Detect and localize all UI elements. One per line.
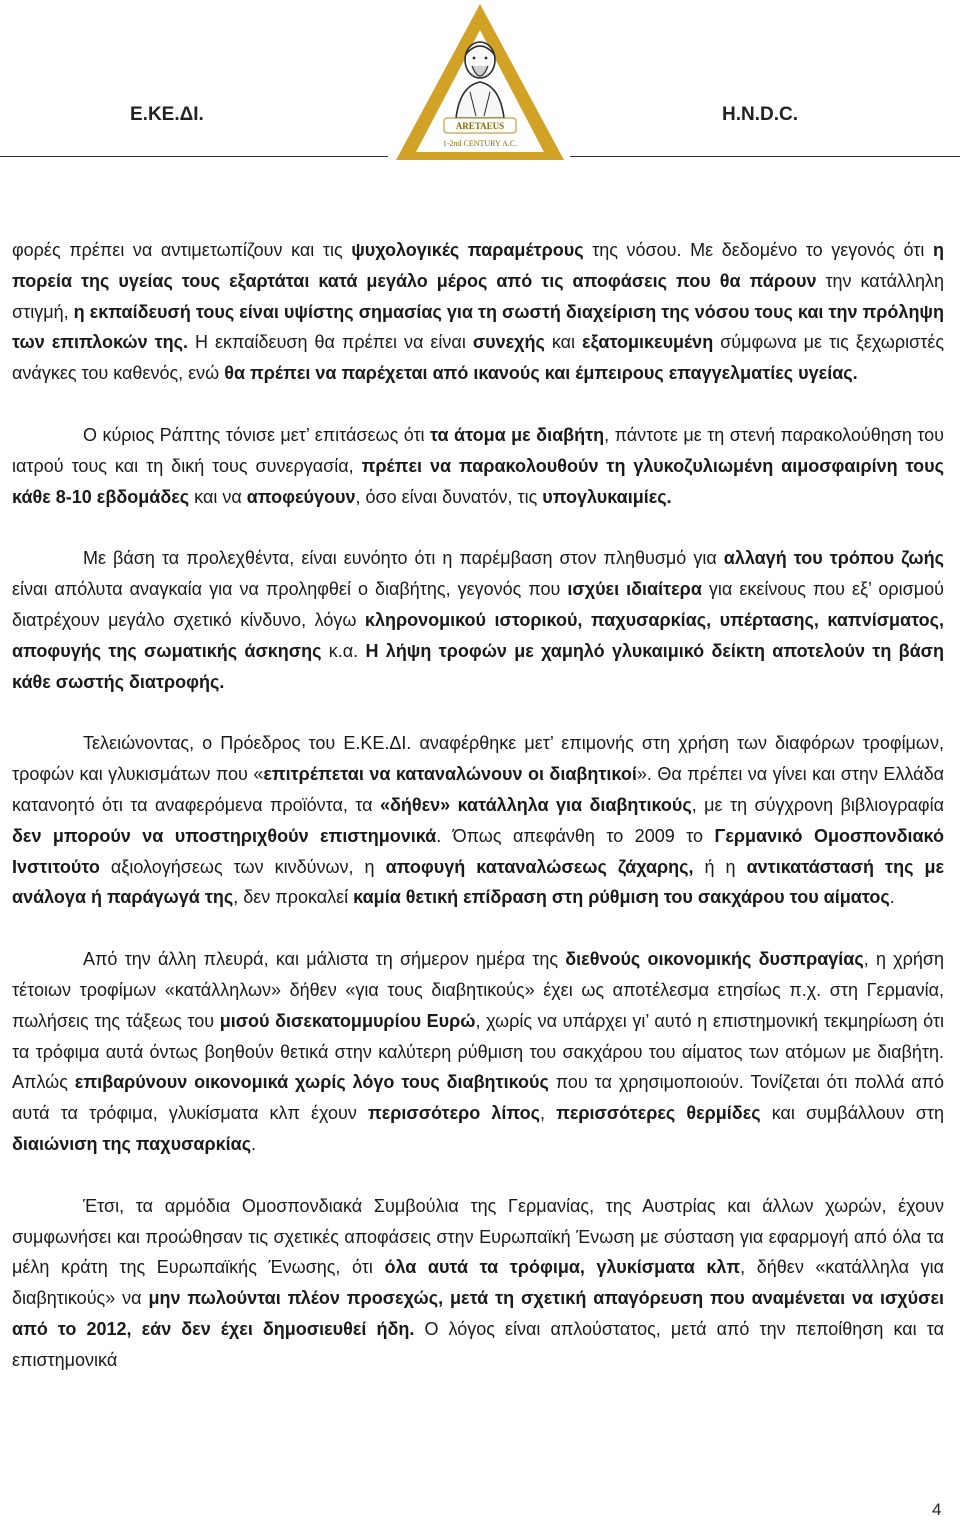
text-run: και να: [189, 486, 247, 507]
text-run: ,: [539, 1103, 557, 1124]
bold-text-run: θα πρέπει να παρέχεται από ικανούς και έμπειρους επαγγελματίες υγείας.: [224, 363, 858, 384]
bold-text-run: αντικατάστασή της με ανάλογα ή παράγωγά της: [12, 856, 945, 908]
text-run: κ.α.: [321, 640, 366, 661]
text-run: ». Θα πρέπει να γίνει και στην Ελλάδα κατανοητό ότι τα αναφερόμενα προϊόντα, τα: [12, 764, 944, 815]
text-run: , η χρήση τέτοιων τροφίμων «κατάλληλων» δήθεν «για τους διαβητικούς» έχει ως αποτέλεσμα ετησίως π.χ. στη Γερμανία, πωλήσεις της τάξεως του: [12, 949, 945, 1031]
bold-text-run: επιβαρύνουν οικονομικά χωρίς λόγο τους διαβητικούς: [74, 1072, 549, 1093]
bold-text-run: «δήθεν» κατάλληλα για διαβητικούς: [379, 794, 692, 815]
bold-text-run: εξατομικευμένη: [582, 332, 714, 353]
text-run: . Όπως απεφάνθη το 2009 το: [436, 825, 715, 846]
paragraph-4: [12, 728, 944, 913]
text-run: , δεν προκαλεί: [233, 887, 354, 908]
bold-text-run: περισσότερες θερμίδες: [556, 1103, 761, 1124]
bold-text-run: ισχύει ιδιαίτερα: [567, 579, 702, 600]
bold-text-run: μισού δισεκατομμυρίου Ευρώ: [219, 1010, 476, 1031]
header-left-title: Ε.ΚΕ.ΔΙ.: [130, 104, 204, 125]
text-run: Τελειώνοντας, ο Πρόεδρος του Ε.ΚΕ.ΔΙ. αναφέρθηκε μετ’ επιμονής στη χρήση των διαφόρων τροφίμων, τροφών και γλυκισμάτων που «: [12, 733, 944, 785]
text-run: Ο λόγος είναι απλούστατος, μετά από την πεποίθηση και τα επιστημονικά: [12, 1318, 944, 1370]
text-run: είναι απόλυτα αναγκαία για να προληφθεί ο διαβήτης, γεγονός που: [12, 579, 568, 600]
paragraph-2: [12, 420, 944, 512]
text-run: , δήθεν «κατάλληλα για διαβητικούς» να: [12, 1257, 945, 1309]
text-run: και: [544, 332, 583, 353]
document-body: [12, 235, 944, 1376]
text-run: για εκείνους που εξ’ ορισμού διατρέχουν μεγάλο σχετικό κίνδυνο, λόγω: [12, 579, 944, 630]
paragraph-6: [12, 1191, 944, 1376]
text-run: Με βάση τα προλεχθέντα, είναι ευνόητο ότι η παρέμβαση στον πληθυσμό για: [83, 548, 724, 569]
header-rule-right: [570, 156, 960, 157]
bold-text-run: η πορεία της υγείας τους εξαρτάται κατά μεγάλο μέρος από τις αποφάσεις που θα πάρουν: [12, 240, 945, 291]
text-run: της νόσου. Με δεδομένο το γεγονός ότι: [583, 240, 934, 260]
bold-text-run: περισσότερο λίπος: [367, 1103, 540, 1124]
bold-text-run: διαιώνιση της παχυσαρκίας: [12, 1133, 252, 1154]
aretaeus-logo: [386, 0, 574, 164]
paragraph-1: [12, 235, 944, 389]
page-number: 4: [932, 1500, 942, 1519]
bold-text-run: συνεχής: [472, 332, 545, 353]
text-run: φορές πρέπει να αντιμετωπίζουν και τις: [12, 240, 352, 260]
bold-text-run: αποφυγή καταναλώσεως ζάχαρης,: [385, 856, 694, 877]
logo-century-text: 1-2nd CENTURY A.C.: [442, 139, 518, 148]
paragraph-3: [12, 543, 944, 697]
bold-text-run: κληρονομικού ιστορικού, παχυσαρκίας, υπέρτασης, καπνίσματος, αποφυγής της σωματικής άσκησης: [12, 609, 944, 661]
bold-text-run: διεθνούς οικονομικής δυσπραγίας: [565, 949, 864, 970]
bold-text-run: πρέπει να παρακολουθούν τη γλυκοζυλιωμένη αιμοσφαιρίνη τους κάθε 8-10 εβδομάδες: [12, 455, 944, 507]
text-run: , με τη σύγχρονη βιβλιογραφία: [691, 794, 944, 815]
bold-text-run: τα άτομα με διαβήτη: [430, 424, 605, 445]
text-run: και συμβάλλουν στη: [760, 1103, 944, 1124]
text-run: Ο κύριος Ράπτης τόνισε μετ’ επιτάσεως ότι: [83, 424, 431, 445]
bold-text-run: αποφεύγουν: [246, 486, 356, 507]
text-run: σύμφωνα με τις ξεχωριστές ανάγκες του καθενός, ενώ: [12, 332, 945, 384]
bold-text-run: δεν μπορούν να υποστηριχθούν επιστημονικά: [12, 825, 437, 846]
bold-text-run: καμία θετική επίδραση στη ρύθμιση του σακχάρου του αίματος: [353, 887, 890, 908]
bold-text-run: αλλαγή του τρόπου ζωής: [723, 548, 944, 569]
text-run: .: [889, 887, 895, 908]
paragraph-5: [12, 944, 944, 1160]
text-run: ή η: [693, 856, 747, 877]
bold-text-run: Γερμανικό Ομοσπονδιακό Ινστιτούτο: [12, 825, 944, 877]
bold-text-run: η εκπαίδευσή τους είναι υψίστης σημασίας για τη σωστή διαχείριση της νόσου τους και την πρόληψη των επιπλοκών της.: [12, 301, 944, 353]
bold-text-run: ψυχολογικές παραμέτρους: [351, 240, 584, 260]
text-run: Από την άλλη πλευρά, και μάλιστα τη σήμερον ημέρα της: [83, 949, 566, 970]
text-run: .: [251, 1133, 257, 1154]
logo-name-text: ARETAEUS: [455, 121, 505, 131]
bold-text-run: όλα αυτά τα τρόφιμα, γλυκίσματα κλπ: [384, 1257, 741, 1278]
text-run: Έτσι, τα αρμόδια Ομοσπονδιακά Συμβούλια της Γερμανίας, της Αυστρίας και άλλων χωρών, έχουν συμφωνήσει και προώθησαν τις σχετικές αποφάσεις στην Ευρωπαϊκή Ένωση με σύσταση για εφαρμογή από όλα τα μέλη κράτη της Ευρωπαϊκής Ένωσης, ότι: [12, 1195, 944, 1278]
text-run: αξιολογήσεως των κινδύνων, η: [99, 856, 386, 877]
text-run: που τα χρησιμοποιούν. Τονίζεται ότι πολλά από αυτά τα τρόφιμα, γλυκίσματα κλπ έχουν: [12, 1072, 945, 1124]
text-run: , πάντοτε με τη στενή παρακολούθηση του ιατρού τους και τη δική τους συνεργασία,: [12, 424, 944, 476]
bold-text-run: επιτρέπεται να καταναλώνουν οι διαβητικοί: [263, 764, 637, 785]
text-run: Η εκπαίδευση θα πρέπει να είναι: [187, 332, 473, 353]
text-run: , όσο είναι δυνατόν, τις: [355, 486, 543, 507]
text-run: , χωρίς να υπάρχει γι’ αυτό η επιστημονική τεκμηρίωση ότι τα τρόφιμα αυτά όντως βοηθούν θετικά στην καλύτερη ρύθμιση του σακχάρου του αίματος των ατόμων με διαβήτη. Απλώς: [12, 1010, 945, 1093]
header-rule-left: [0, 156, 388, 157]
bold-text-run: υπογλυκαιμίες.: [542, 486, 672, 507]
bold-text-run: μην πωλούνται πλέον προσεχώς, μετά τη σχετική απαγόρευση που αναμένεται να ισχύσει από το 2012, εάν δεν έχει δημοσιευθεί ήδη.: [12, 1288, 944, 1339]
header-right-title: H.N.D.C.: [722, 104, 798, 125]
text-run: την κατάλληλη στιγμή,: [12, 270, 944, 322]
bold-text-run: Η λήψη τροφών με χαμηλό γλυκαιμικό δείκτη αποτελούν τη βάση κάθε σωστής διατροφής.: [12, 640, 944, 692]
